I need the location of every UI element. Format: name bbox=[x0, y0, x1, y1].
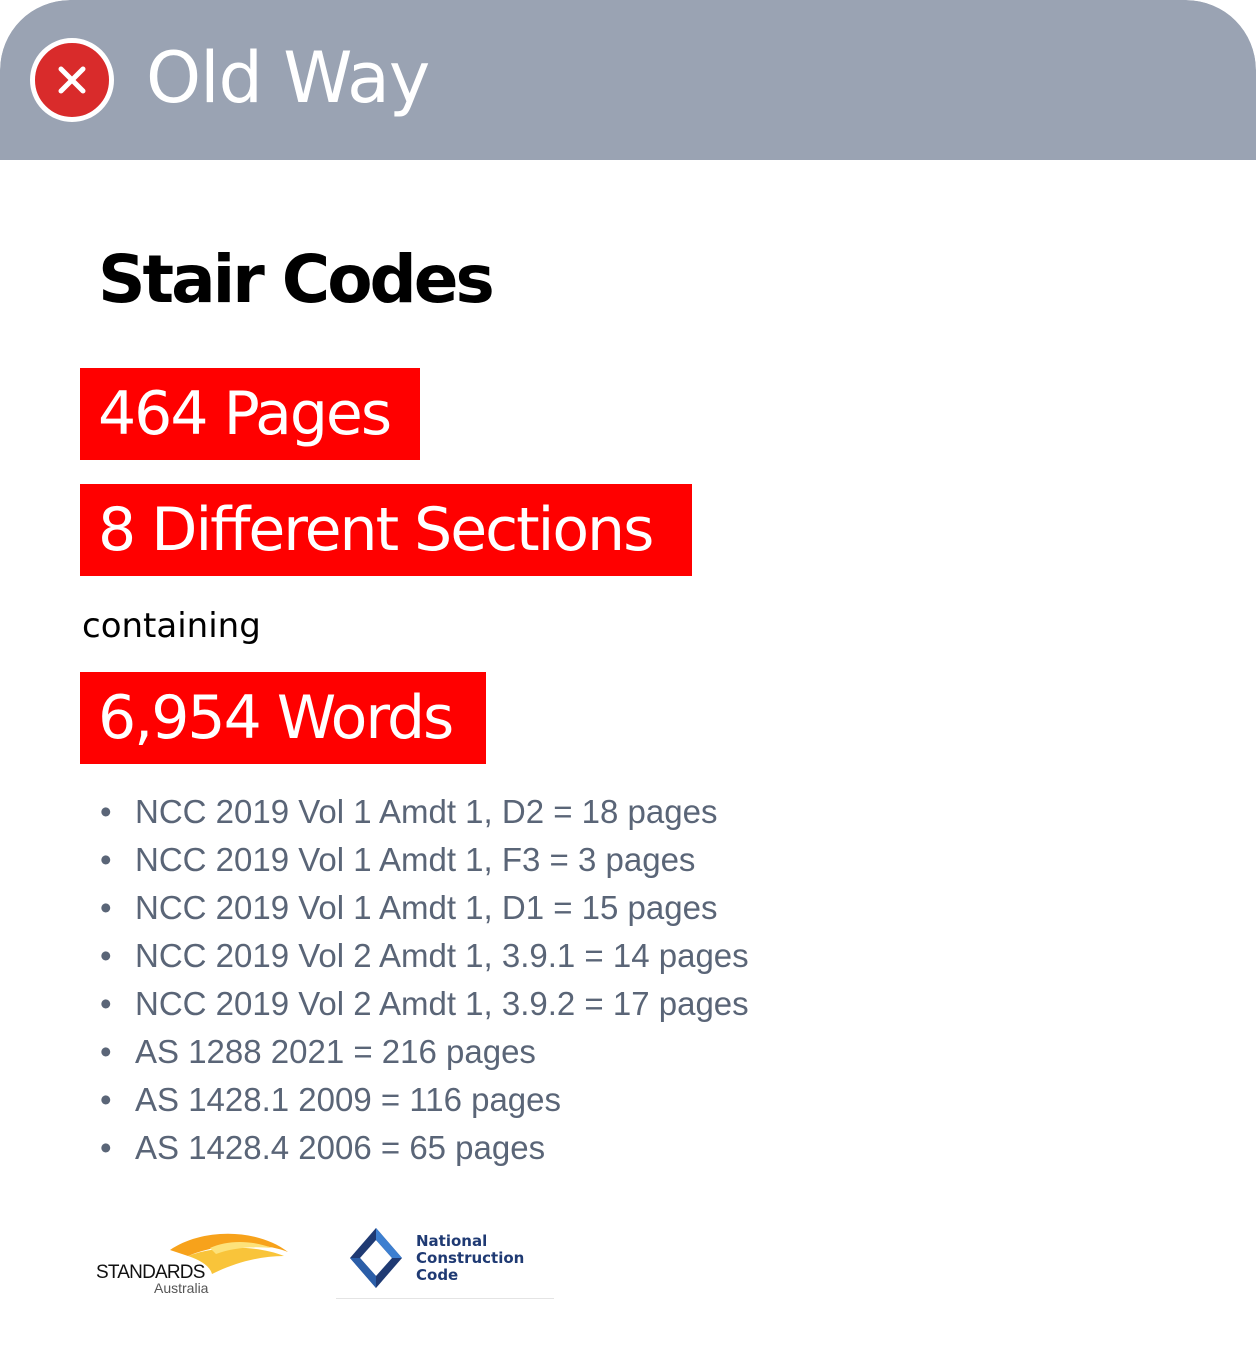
list-item bbox=[98, 1028, 749, 1076]
standards-wordmark: STANDARDS bbox=[96, 1262, 205, 1283]
x-mark-icon bbox=[35, 43, 109, 117]
words-highlight: 6,954 Words bbox=[80, 672, 486, 764]
bullet-icon: • bbox=[100, 1129, 112, 1166]
ncc-line-3: Code bbox=[416, 1266, 459, 1284]
bullet-icon: • bbox=[100, 985, 112, 1022]
source-label: NCC 2019 Vol 2 Amdt 1, 3.9.1 = 14 pages bbox=[135, 937, 749, 974]
bullet-icon: • bbox=[100, 889, 112, 926]
list-item bbox=[98, 1124, 749, 1172]
ncc-line-2: Construction bbox=[416, 1249, 525, 1267]
bullet-icon: • bbox=[100, 841, 112, 878]
ncc-wordmark bbox=[416, 1233, 524, 1284]
source-label: NCC 2019 Vol 1 Amdt 1, D1 = 15 pages bbox=[135, 889, 718, 926]
bullet-icon: • bbox=[100, 793, 112, 830]
close-circle-icon bbox=[30, 38, 114, 122]
connector-text: containing bbox=[82, 606, 261, 646]
list-item bbox=[98, 980, 749, 1028]
source-label: NCC 2019 Vol 1 Amdt 1, F3 = 3 pages bbox=[135, 841, 696, 878]
list-item bbox=[98, 932, 749, 980]
source-label: NCC 2019 Vol 1 Amdt 1, D2 = 18 pages bbox=[135, 793, 718, 830]
ncc-logo bbox=[336, 1222, 554, 1299]
list-item bbox=[98, 788, 749, 836]
list-item bbox=[98, 836, 749, 884]
sections-highlight: 8 Different Sections bbox=[80, 484, 692, 576]
sources-list bbox=[98, 788, 749, 1172]
header-title: Old Way bbox=[146, 37, 430, 119]
bullet-icon: • bbox=[100, 937, 112, 974]
source-label: AS 1428.4 2006 = 65 pages bbox=[135, 1129, 546, 1166]
standards-australia-logo bbox=[92, 1226, 292, 1302]
standards-subtitle: Australia bbox=[154, 1280, 209, 1296]
pages-highlight: 464 Pages bbox=[80, 368, 420, 460]
source-label: AS 1428.1 2009 = 116 pages bbox=[135, 1081, 562, 1118]
list-item bbox=[98, 1076, 749, 1124]
card-header bbox=[0, 0, 1256, 160]
ncc-line-1: National bbox=[416, 1232, 488, 1250]
bullet-icon: • bbox=[100, 1081, 112, 1118]
ncc-diamond-icon bbox=[348, 1226, 404, 1290]
bullet-icon: • bbox=[100, 1033, 112, 1070]
source-label: AS 1288 2021 = 216 pages bbox=[135, 1033, 536, 1070]
source-label: NCC 2019 Vol 2 Amdt 1, 3.9.2 = 17 pages bbox=[135, 985, 749, 1022]
page-title: Stair Codes bbox=[98, 241, 492, 318]
list-item bbox=[98, 884, 749, 932]
